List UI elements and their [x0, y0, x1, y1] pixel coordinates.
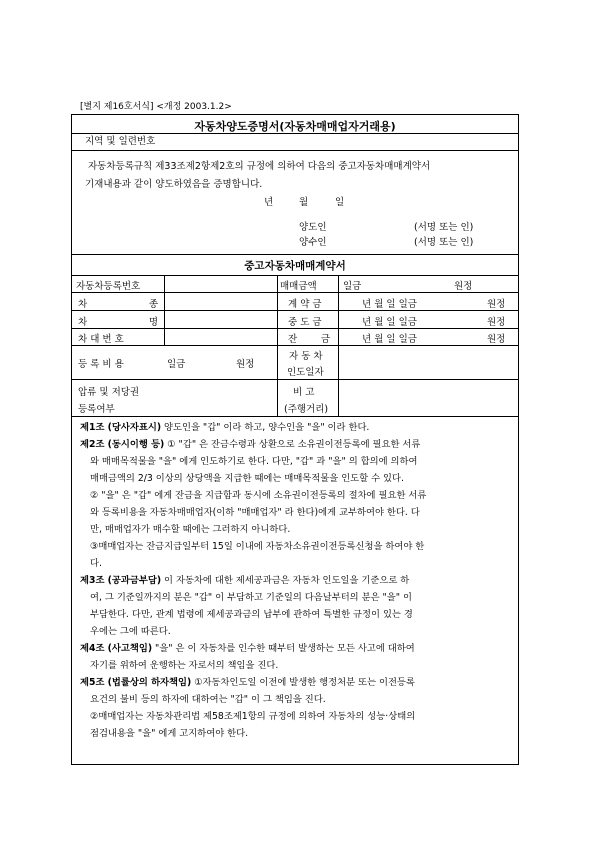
- clause-2-line: [80, 436, 512, 453]
- sale-price-money-label: 일금: [343, 281, 362, 292]
- date-year-label: 년: [264, 197, 274, 208]
- clause-2-line: 다.: [90, 558, 102, 569]
- vehicle-name-char: 명: [148, 317, 158, 328]
- region-serial-label: 지역 및 일련번호: [85, 136, 156, 147]
- clause-1-title: 제1조 (당사자표시): [80, 422, 162, 433]
- divider: [71, 328, 519, 329]
- remarks-label-1: 비 고: [293, 387, 315, 398]
- clause-2-title: 제2조 (동시이행 등): [80, 439, 165, 450]
- clause-4-text: "을" 은 이 자동차를 인수한 때부터 발생하는 모든 사고에 대하여: [152, 643, 415, 654]
- clause-2-line: 와 매매목적물을 "을" 에게 인도하기로 한다. 다만, "갑" 과 "을" 의 합의에 의하여: [90, 456, 418, 467]
- clause-5-line: 요건의 불비 등의 하자에 대하여는 "갑" 이 그 책임을 진다.: [90, 694, 326, 705]
- reg-cost-label: 등 록 비 용: [78, 359, 124, 370]
- statement-line-1: 자동차등록규칙 제33조제2항제2호의 규정에 의하여 다음의 중고자동차매매계약서: [88, 161, 431, 172]
- divider: [71, 275, 519, 276]
- clause-3-line: [80, 572, 512, 589]
- date-month-label: 월: [299, 197, 309, 208]
- divider: [71, 292, 519, 293]
- reg-number-label: 자동차등록번호: [76, 281, 141, 292]
- clause-4-line: 자기를 위하여 운행하는 자로서의 책임을 진다.: [90, 660, 279, 671]
- transferee-label: 양수인: [299, 237, 327, 248]
- balance-char: 금: [320, 334, 330, 345]
- down-payment-won-label: 원정: [487, 299, 506, 310]
- clause-1-line: [80, 419, 512, 436]
- statement-line-2: 기재내용과 같이 양도하였음을 증명합니다.: [85, 179, 263, 190]
- vehicle-type-char: 종: [148, 299, 158, 310]
- clause-2-line: 와 등록비용을 자동차매매업자(이하 "매매업자" 라 한다)에게 교부하여야 한다. 다: [90, 507, 420, 518]
- down-payment-label: 계 약 금: [288, 299, 322, 310]
- clause-5-line: [80, 674, 512, 691]
- seizure-label-2: 등록여부: [78, 404, 115, 415]
- divider: [71, 254, 519, 255]
- sale-price-label: 매매금액: [280, 281, 317, 292]
- clause-2-line: ③매매업자는 잔금지급일부터 15일 이내에 자동차소유권이전등록신청을 하여야 한: [90, 541, 425, 552]
- clause-5-title: 제5조 (법률상의 하자책임): [80, 677, 192, 688]
- remarks-label-2: (주행거리): [284, 404, 329, 415]
- down-payment-date-money: 년 월 일 일금: [362, 299, 417, 310]
- interim-payment-won-label: 원정: [487, 317, 506, 328]
- vehicle-name-label: [78, 314, 158, 328]
- clause-5-line: ②매매업자는 자동차관리법 제58조제1항의 규정에 의하여 자동차의 성능·상태의: [90, 711, 416, 722]
- sale-price-won-label: 원정: [454, 281, 473, 292]
- clause-2-line: 만, 매매업자가 매수할 때에는 그러하지 아니하다.: [90, 524, 291, 535]
- transferor-label: 양도인: [299, 222, 327, 233]
- form-header: [별지 제16호서식] <개정 2003.1.2>: [80, 102, 232, 112]
- clause-1-text: 양도인을 "갑" 이라 하고, 양수인을 "을" 이라 한다.: [161, 422, 370, 433]
- divider: [71, 416, 519, 417]
- clause-3-text: 이 자동차에 대한 제세공과금은 자동차 인도일을 기준으로 하: [161, 575, 410, 586]
- clause-3-line: 우에는 그에 따른다.: [90, 626, 171, 637]
- interim-payment-label: 중 도 금: [288, 317, 322, 328]
- clause-4-title: 제4조 (사고책임): [80, 643, 153, 654]
- clause-2-line: ② "을" 은 "갑" 에게 잔금을 지급함과 동시에 소유권이전등록의 절차에 필요한 서류: [90, 490, 427, 501]
- transferee-signature-note: (서명 또는 인): [414, 237, 474, 248]
- clause-3-line: 부담한다. 다만, 관계 법령에 제세공과금의 납부에 관하여 특별한 규정이 있는 경: [90, 609, 413, 620]
- transferor-signature-note: (서명 또는 인): [414, 222, 474, 233]
- clause-2-line: 매매금액의 2/3 이상의 상당액을 지급한 때에는 매매목적물을 인도할 수 있다.: [90, 473, 404, 484]
- divider: [71, 150, 519, 151]
- balance-label: [288, 331, 330, 345]
- clause-3-title: 제3조 (공과금부담): [80, 575, 162, 586]
- clause-2-text: ① "갑" 은 잔금수령과 상환으로 소유권이전등록에 필요한 서류: [164, 439, 421, 450]
- contract-title: 중고자동차매매계약서: [244, 260, 346, 272]
- date-day-label: 일: [335, 197, 345, 208]
- delivery-date-label-1: 자 동 차: [289, 351, 323, 362]
- clauses: [80, 419, 512, 742]
- balance-char: 잔: [288, 334, 298, 345]
- divider: [71, 345, 519, 346]
- table-column-line: [277, 275, 278, 416]
- vehicle-name-char: 차: [78, 317, 88, 328]
- table-column-line: [164, 275, 165, 345]
- delivery-date-label-2: 인도일자: [287, 367, 324, 378]
- clause-5-line: 점검내용을 "을" 에게 고지하여야 한다.: [90, 728, 249, 739]
- seizure-label-1: 압류 및 저당권: [78, 387, 140, 398]
- certificate-title: 자동차양도증명서(자동차매매업자거래용): [194, 120, 396, 133]
- balance-won-label: 원정: [487, 334, 506, 345]
- vehicle-type-label: [78, 296, 158, 310]
- divider: [71, 379, 519, 380]
- reg-cost-won-label: 원정: [236, 359, 255, 370]
- vehicle-type-char: 차: [78, 299, 88, 310]
- reg-cost-money-label: 일금: [167, 359, 186, 370]
- clause-5-text: ①자동차인도일 이전에 발생한 행정처분 또는 이전등록: [191, 677, 415, 688]
- interim-payment-date-money: 년 월 일 일금: [362, 317, 417, 328]
- clause-4-line: [80, 640, 512, 657]
- clause-3-line: 여, 그 기준일까지의 분은 "갑" 이 부담하고 기준일의 다음날부터의 분은 "을" 이: [90, 592, 412, 603]
- balance-date-money: 년 월 일 일금: [362, 334, 417, 345]
- divider: [71, 310, 519, 311]
- table-column-line: [338, 275, 339, 416]
- chassis-number-label: 차 대 번 호: [78, 334, 124, 345]
